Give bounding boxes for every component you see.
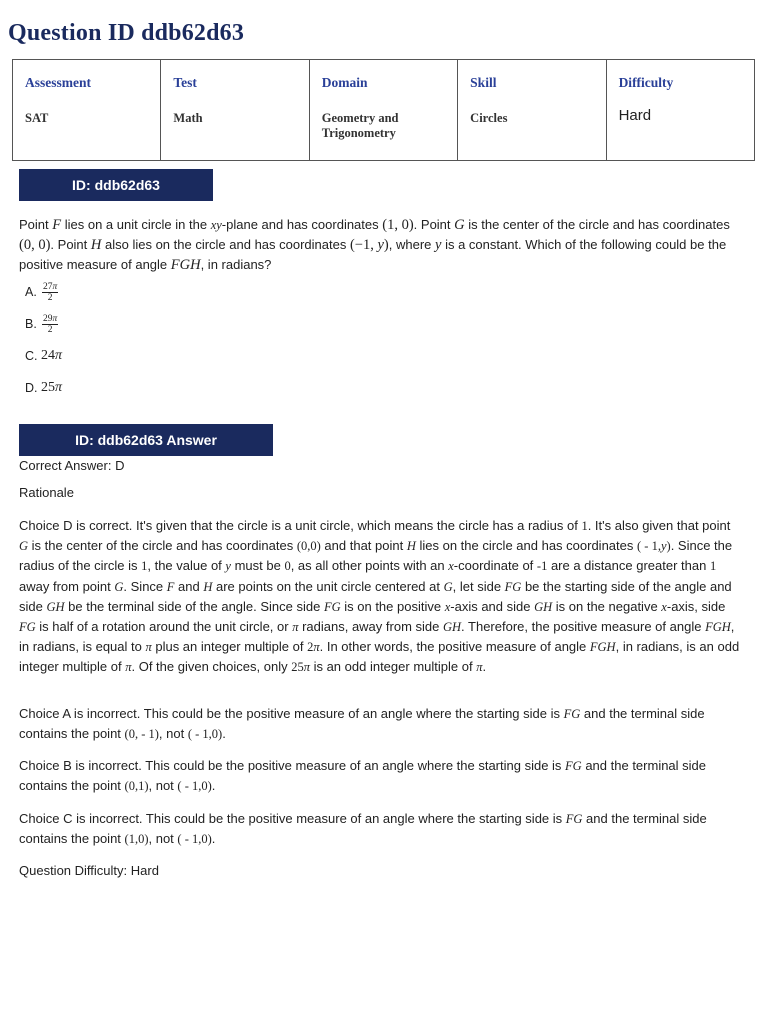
choice-letter: C. [25, 349, 38, 363]
table-row [13, 60, 755, 161]
choice-letter: B. [25, 317, 37, 331]
meta-header-domain: Domain [321, 75, 368, 90]
choice-value: 25π [41, 380, 63, 395]
rationale-heading: Rationale [19, 485, 74, 500]
choice-value: 24π [41, 348, 63, 363]
question-id-bar: ID: ddb62d63 [19, 169, 213, 201]
question-stem: Point F lies on a unit circle in the xy-plane and has coordinates (1, 0). Point G is the center of the circle and has coordinates (0, 0). Point H also lies on the circle and has coordinates (−1, y), where y is a constant. Which of the following could be the positive measure of angle FGH, in radians? [19, 217, 730, 273]
correct-answer: Correct Answer: D [19, 458, 125, 473]
choice-fraction: $\frac{27\pi}{2}$ [43, 281, 58, 303]
answer-choice-d[interactable] [25, 376, 62, 400]
meta-cell-difficulty [606, 60, 754, 161]
rationale-choice-d: Choice D is correct. It's given that the circle is a unit circle, which means the circle has a radius of 1. It's also given that point G is the center of the circle and has coordinates (0,0) and that point H lies on the circle and has coordinates ( - 1,y). Since the radius of the circle is 1, the value of y must be 0, as all other points with an x-coordinate of -1 are a distance greater than 1 away from point G. Since F and H are points on the unit circle centered at G, let side FG be the starting side of the angle and side GH be the terminal side of the angle. Since side FG is on the positive x-axis and side GH is on the negative x-axis, side FG is half of a rotation around the unit circle, or π radians, away from side GH. Therefore, the positive measure of angle FGH, in radians, is equal to π plus an integer multiple of 2π. In other words, the positive measure of angle FGH, in radians, is an odd integer multiple of π. Of the given choices, only 25π is an odd integer multiple of π. [19, 518, 740, 675]
meta-value-assessment: SAT [25, 111, 49, 125]
answer-choice-a[interactable] [25, 280, 58, 304]
meta-value-skill: Circles [470, 111, 508, 125]
meta-header-assessment: Assessment [25, 75, 91, 90]
answer-choice-b[interactable] [25, 312, 58, 336]
answer-id-bar: ID: ddb62d63 Answer [19, 424, 273, 456]
meta-cell-test [161, 60, 309, 161]
meta-value-domain: Geometry and Trigonometry [321, 111, 399, 140]
meta-cell-skill [458, 60, 606, 161]
meta-cell-assessment [13, 60, 161, 161]
meta-header-test: Test [173, 75, 197, 90]
choice-fraction: $\frac{29\pi}{2}$ [43, 313, 58, 335]
answer-choice-c[interactable] [25, 344, 62, 368]
meta-cell-domain [309, 60, 457, 161]
meta-value-difficulty: Hard [618, 107, 652, 124]
meta-value-test: Math [173, 111, 203, 125]
question-meta-table [12, 59, 755, 161]
choice-letter: D. [25, 381, 38, 395]
meta-header-skill: Skill [470, 75, 497, 90]
rationale-choice-c: Choice C is incorrect. This could be the positive measure of an angle where the starting side is FG and the terminal side contains the point (1,0), not ( - 1,0). [19, 811, 707, 847]
choice-letter: A. [25, 285, 37, 299]
meta-header-difficulty: Difficulty [618, 75, 674, 90]
rationale-choice-b: Choice B is incorrect. This could be the positive measure of an angle where the starting side is FG and the terminal side contains the point (0,1), not ( - 1,0). [19, 758, 707, 794]
question-difficulty: Question Difficulty: Hard [19, 863, 159, 878]
rationale-choice-a: Choice A is incorrect. This could be the positive measure of an angle where the starting side is FG and the terminal side contains the point (0, - 1), not ( - 1,0). [19, 706, 705, 742]
page-title: Question ID ddb62d63 [8, 20, 245, 46]
